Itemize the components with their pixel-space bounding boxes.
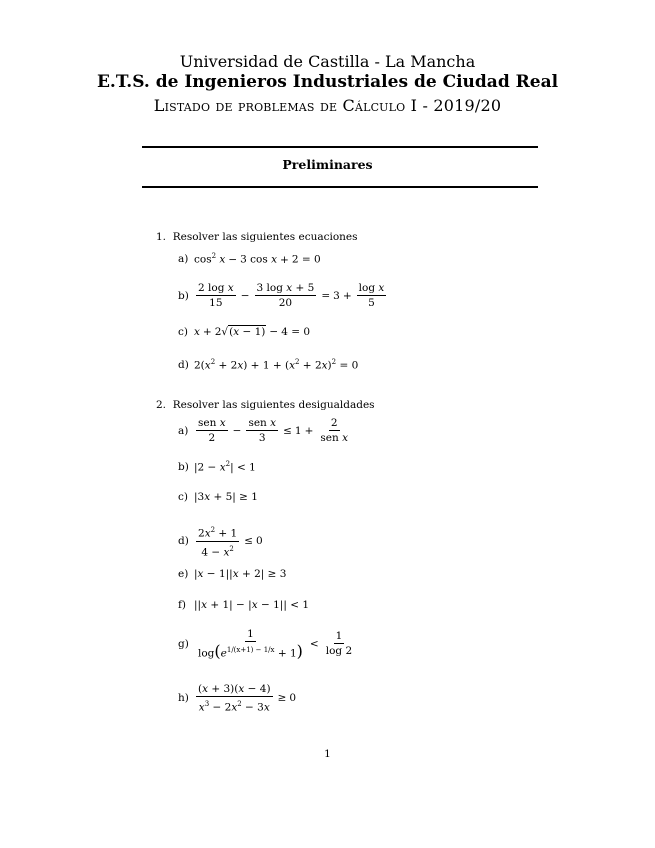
problem-2c: c) |3x + 5| ≥ 1: [178, 491, 258, 503]
top-rule: [142, 146, 538, 148]
problem-2-title: 2. Resolver las siguientes desigualdades: [156, 399, 375, 411]
problem-2g: g) $\frac{1}{\log(e^{1/(x+1) - 1/x} + 1)}$ < $\frac{1}{\log 2}$: [178, 628, 353, 661]
school-name: E.T.S. de Ingenieros Industriales de Ciudad Real: [96, 72, 559, 92]
problem-1d: d) $2(x^2 + 2x) + 1 + (x^2 + 2x)^2 = 0$: [178, 358, 359, 372]
problem-1c: c) x + 2√(x − 1) − 4 = 0: [178, 326, 311, 338]
listing-title: Listado de problemas de Cálculo I - 2019/20: [153, 96, 502, 115]
problem-1a: a) $\cos^2 x - 3$ cos x + 2 = 0: [178, 252, 321, 266]
problem-2a: a) $\frac{\text{sen x}}{2}$ − $\frac{\text{sen x}}{3}$ ≤ 1 + $\frac{2}{\text{sen x}}$: [178, 417, 348, 444]
problem-2d: d) $\frac{2x^2 + 1}{4 - x^2}$ ≤ 0: [178, 526, 263, 558]
bottom-rule: [142, 186, 538, 188]
problem-1-title: 1. Resolver las siguientes ecuaciones: [156, 231, 358, 243]
problem-2f: f) ||x + 1| − |x − 1|| < 1: [178, 599, 310, 611]
problem-2b: b) $|2 - x^2| < 1$: [178, 460, 256, 474]
university-name: Universidad de Castilla - La Mancha: [179, 52, 476, 71]
problem-2h: h) $\frac{(x + 3)(x - 4)}{x^3 - 2x^2 - 3x}$ ≥ 0: [178, 683, 297, 714]
page-number: 1: [324, 748, 331, 760]
problem-2e: e) |x − 1||x + 2| ≥ 3: [178, 568, 287, 580]
problem-1b: b) $\frac{\text{2 log x}}{15}$ − $\frac{\text{3 log x + 5}}{20}$ = 3 + $\frac{\text{log x}}{5}$: [178, 282, 385, 309]
section-title: Preliminares: [282, 157, 373, 172]
